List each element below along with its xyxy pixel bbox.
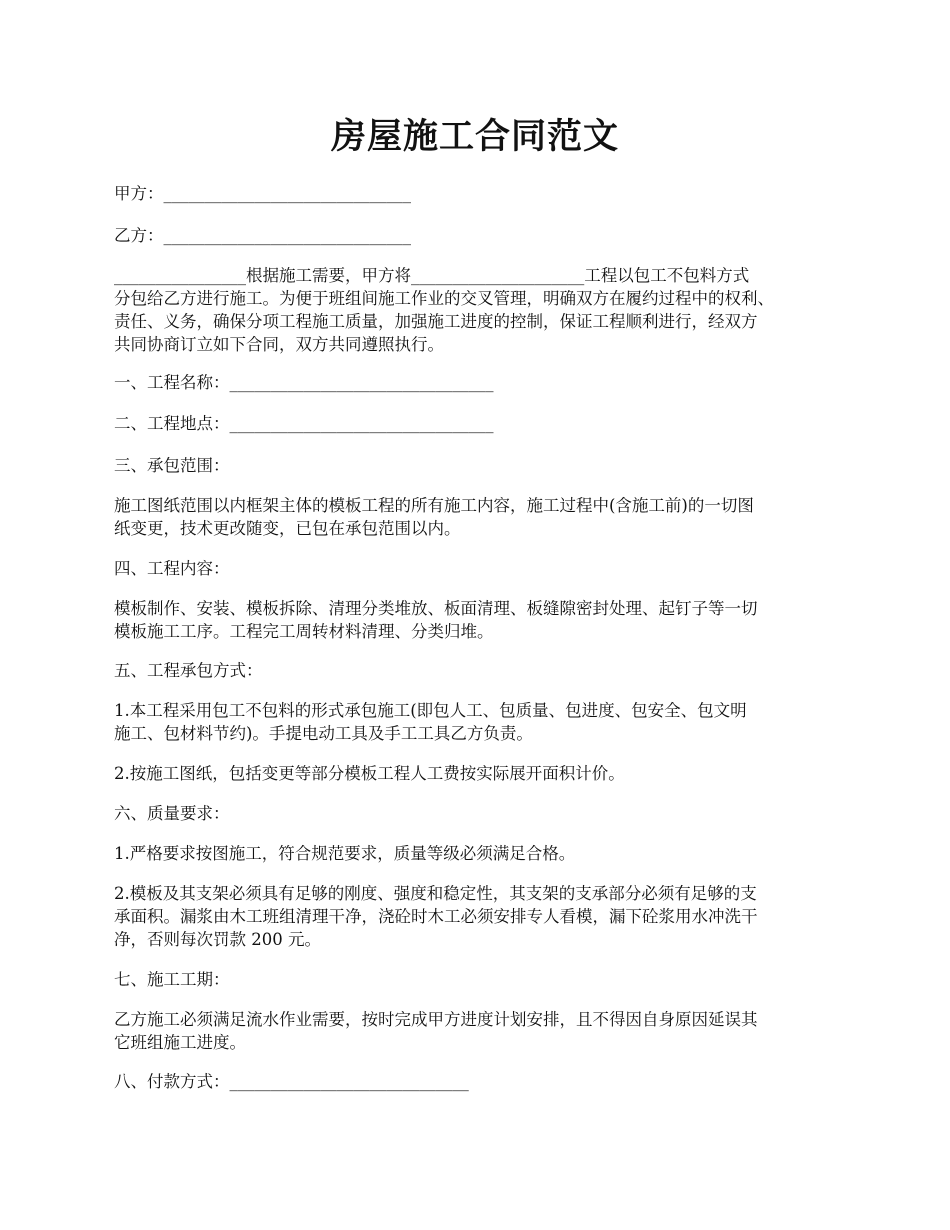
- section-5-item-2: 2.按施工图纸，包括变更等部分模板工程人工费按实际展开面积计价。: [114, 764, 625, 783]
- party-b-line: 乙方：______________________________: [114, 226, 411, 245]
- section-3-heading: 三、承包范围：: [114, 456, 230, 475]
- section-6-item-2-line-2: 承面积。漏浆由木工班组清理干净，浇砼时木工必须安排专人看模，漏下砼浆用水冲洗干: [114, 907, 758, 926]
- intro-line-1: ________________根据施工需要，甲方将_____________________工程以包工不包料方式: [114, 266, 750, 285]
- intro-line-4: 共同协商订立如下合同，双方共同遵照执行。: [114, 335, 444, 354]
- section-7-heading: 七、施工工期：: [114, 970, 230, 989]
- section-5-item-1-line-2: 施工、包材料节约)。手提电动工具及手工工具乙方负责。: [114, 724, 533, 743]
- section-8-payment-method: 八、付款方式：_____________________________: [114, 1072, 469, 1091]
- section-7-line-1: 乙方施工必须满足流水作业需要，按时完成甲方进度计划安排，且不得因自身原因延误其: [114, 1010, 758, 1029]
- section-6-heading: 六、质量要求：: [114, 804, 230, 823]
- intro-line-2: 分包给乙方进行施工。为便于班组间施工作业的交叉管理，明确双方在履约过程中的权利、: [114, 289, 774, 308]
- section-6-item-2-line-3: 净，否则每次罚款 200 元。: [114, 930, 321, 949]
- section-7-line-2: 它班组施工进度。: [114, 1033, 246, 1052]
- section-6-item-2-line-1: 2.模板及其支架必须具有足够的刚度、强度和稳定性，其支架的支承部分必须有足够的支: [114, 884, 757, 903]
- section-5-heading: 五、工程承包方式：: [114, 661, 263, 680]
- section-6-item-1: 1.严格要求按图施工，符合规范要求，质量等级必须满足合格。: [114, 844, 576, 863]
- section-4-heading: 四、工程内容：: [114, 559, 230, 578]
- section-1-project-name: 一、工程名称：________________________________: [114, 373, 494, 392]
- section-3-line-1: 施工图纸范围以内框架主体的模板工程的所有施工内容，施工过程中(含施工前)的一切图: [114, 496, 754, 515]
- intro-line-3: 责任、义务，确保分项工程施工质量，加强施工进度的控制，保证工程顺利进行，经双方: [114, 312, 758, 331]
- party-a-line: 甲方：______________________________: [114, 184, 411, 203]
- section-5-item-1-line-1: 1.本工程采用包工不包料的形式承包施工(即包人工、包质量、包进度、包安全、包文明: [114, 701, 747, 720]
- document-title: 房屋施工合同范文: [330, 116, 619, 157]
- section-4-line-1: 模板制作、安装、模板拆除、清理分类堆放、板面清理、板缝隙密封处理、起钉子等一切: [114, 599, 758, 618]
- section-2-project-location: 二、工程地点：________________________________: [114, 414, 494, 433]
- section-4-line-2: 模板施工工序。工程完工周转材料清理、分类归堆。: [114, 622, 494, 641]
- section-3-line-2: 纸变更，技术更改随变，已包在承包范围以内。: [114, 519, 461, 538]
